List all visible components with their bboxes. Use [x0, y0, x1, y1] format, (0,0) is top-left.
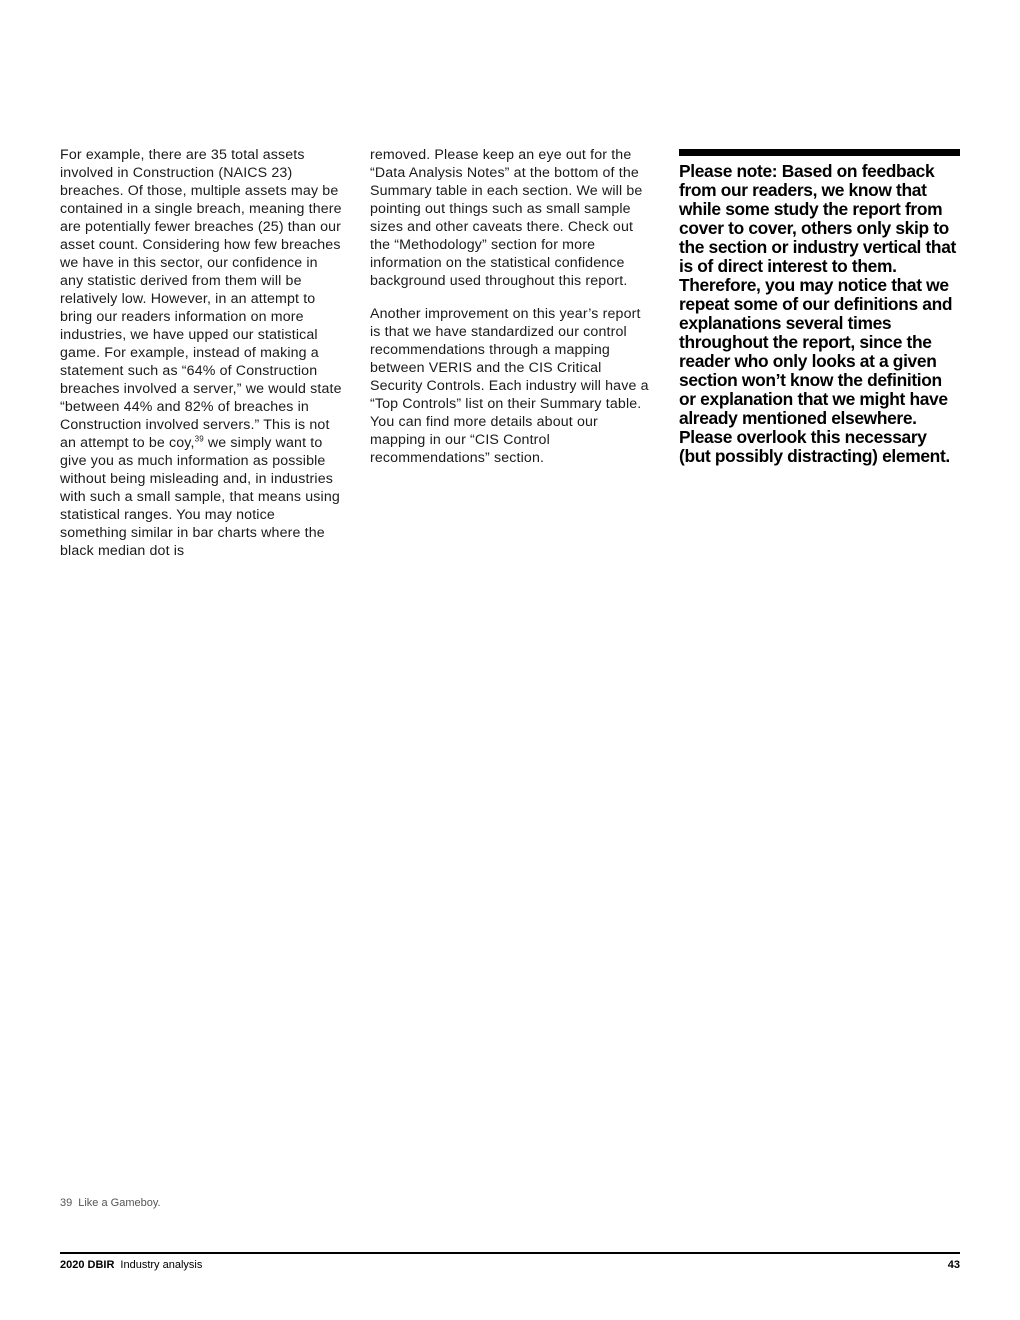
- please-note-callout: [679, 149, 960, 466]
- please-note-text: Please note: Based on feedback from our readers, we know that while some study the report from cover to cover, others only skip to the section or industry vertical that is of direct interest to them. Therefore, you may notice that we repeat some of our definitions and explanations several times throughout the report, since the reader who only looks at a given section won’t know the definition or explanation that we might have already mentioned elsewhere. Please overlook this necessary (but possibly distracting) element.: [679, 161, 956, 466]
- footnote: [60, 1197, 161, 1209]
- body-column-left: [60, 146, 345, 575]
- footnote-reference[interactable]: 39: [194, 434, 204, 444]
- page-number: 43: [947, 1259, 960, 1271]
- footer-left: [60, 1259, 202, 1271]
- paragraph-text-part1: For example, there are 35 total assets involved in Construction (NAICS 23) breaches. Of those, multiple assets may be contained in a single breach, meaning there are potentially fewer breaches (25) than our asset count. Considering how few breaches we have in this sector, our confidence in any statistic derived from them will be relatively low. However, in an attempt to bring our readers information on more industries, we have upped our statistical game. For example, instead of making a statement such as “64% of Construction breaches involved a server,” we would state “between 44% and 82% of breaches in Construction involved servers.” This is not an attempt to be coy,: [60, 147, 342, 451]
- body-column-middle: [370, 146, 655, 482]
- footer-divider: [60, 1252, 960, 1254]
- footer-brand: 2020 DBIR: [60, 1259, 115, 1271]
- paragraph-construction-example: [60, 146, 345, 560]
- footnote-text: Like a Gameboy.: [78, 1197, 161, 1209]
- paragraph-control-recommendations: Another improvement on this year’s report is that we have standardized our control recommendations through a mapping between VERIS and the CIS Critical Security Controls. Each industry will have a “Top Controls” list on their Summary table. You can find more details about our mapping in our “CIS Control recommendations” section.: [370, 306, 649, 466]
- footnote-number: 39: [60, 1197, 73, 1209]
- paragraph-data-analysis-notes: removed. Please keep an eye out for the “Data Analysis Notes” at the bottom of the Summary table in each section. We will be pointing out things such as small sample sizes and other caveats there. Check out the “Methodology” section for more information on the statistical confidence background used throughout this report.: [370, 147, 643, 289]
- page-footer: [60, 1259, 960, 1271]
- footer-section-title: Industry analysis: [120, 1259, 203, 1271]
- paragraph-text-part2: we simply want to give you as much information as possible without being misleading and, in industries with such a small sample, that means using statistical ranges. You may notice something similar in bar charts where the black median dot is: [60, 435, 340, 559]
